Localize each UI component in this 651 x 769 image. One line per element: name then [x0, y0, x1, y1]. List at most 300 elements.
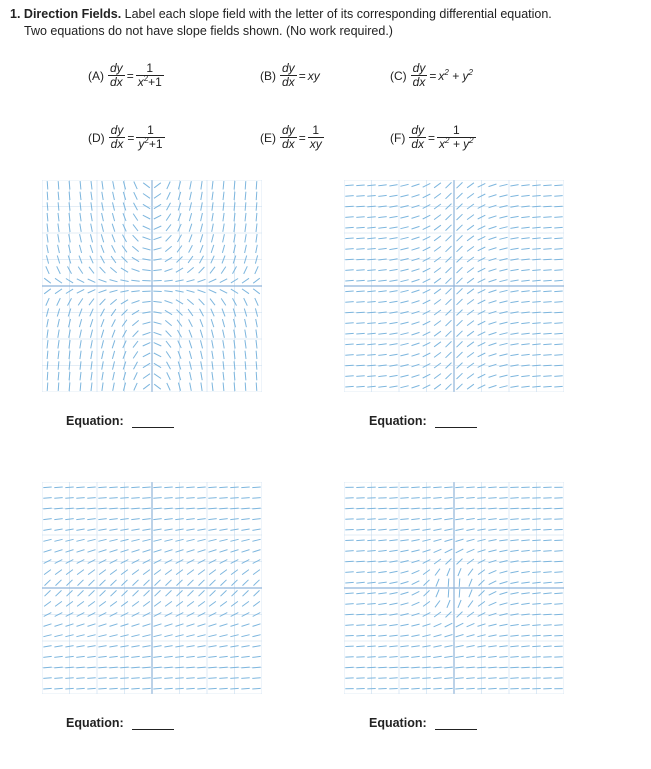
slope-segment [142, 529, 150, 530]
slope-segment [433, 688, 441, 689]
slope-segment [445, 635, 453, 637]
slope-segment [132, 301, 140, 304]
slope-segment [488, 550, 496, 552]
slope-segment [499, 354, 507, 356]
slope-segment [58, 224, 59, 232]
slope-segment [434, 539, 442, 541]
slope-segment [356, 270, 364, 271]
slope-segment [245, 224, 246, 232]
slope-segment [532, 540, 540, 541]
slope-segment [154, 215, 161, 219]
slope-segment [208, 498, 216, 499]
slope-segment [109, 539, 117, 541]
slope-segment [499, 322, 507, 324]
slope-segment [234, 224, 235, 232]
slope-segment [134, 383, 137, 391]
slope-segment [143, 248, 151, 250]
slope-segment [131, 688, 139, 689]
slope-segment [499, 269, 507, 271]
slope-segment [256, 340, 257, 348]
slope-segment [175, 529, 183, 530]
slope-segment [65, 646, 73, 647]
slope-segment [101, 245, 104, 253]
slope-segment [446, 267, 452, 273]
slope-segment [220, 624, 228, 627]
slope-segment [89, 267, 94, 274]
slope-segment [521, 344, 529, 345]
slope-segment [98, 529, 106, 530]
slope-segment [209, 290, 217, 293]
slope-segment [412, 343, 420, 346]
slope-segment [378, 561, 386, 562]
slope-segment [142, 646, 150, 647]
slope-segment [400, 354, 408, 356]
slope-segment [102, 213, 104, 221]
slope-segment [532, 519, 540, 520]
slope-segment [110, 267, 116, 272]
slope-segment [201, 383, 202, 391]
slope-segment [467, 236, 474, 241]
slope-segment [230, 656, 238, 657]
slope-segment [210, 299, 215, 306]
slope-segment [198, 601, 205, 606]
slope-segment [91, 202, 92, 210]
slope-segment [256, 361, 257, 369]
slope-segment [186, 539, 194, 541]
slope-segment [223, 383, 224, 391]
slope-segment [489, 581, 497, 585]
slope-segment [143, 624, 151, 627]
slope-segment [230, 646, 238, 647]
slope-segment [543, 365, 551, 366]
slope-segment [164, 519, 172, 520]
slope-segment [389, 354, 397, 355]
slope-segment [69, 202, 70, 210]
slope-segment [389, 571, 397, 573]
slope-segment [447, 600, 450, 608]
slope-segment [389, 540, 397, 541]
slope-segment [411, 646, 419, 647]
slope-segment [87, 688, 95, 689]
slope-segment [91, 213, 92, 221]
slope-segment [500, 571, 508, 573]
slope-segment [54, 646, 62, 647]
slope-segment [389, 238, 397, 239]
slope-segment [457, 373, 463, 379]
slope-segment [499, 550, 507, 552]
slope-segment [446, 373, 452, 379]
slope-segment [58, 234, 59, 242]
slope-segment [91, 234, 93, 242]
slope-segment [58, 213, 59, 221]
slope-segment [76, 688, 84, 689]
slope-segment [55, 624, 63, 627]
slope-segment [47, 340, 48, 348]
slope-segment [389, 678, 397, 679]
slope-segment [186, 519, 194, 520]
slope-segment [433, 487, 441, 488]
slope-segment [199, 590, 205, 596]
slope-segment [345, 582, 353, 583]
slope-segment [143, 384, 150, 389]
slope-segment [113, 372, 115, 380]
slope-segment [58, 319, 60, 327]
slope-segment [65, 487, 73, 488]
slope-segment [444, 656, 452, 657]
slope-segment [234, 351, 235, 359]
slope-segment [356, 206, 364, 207]
slope-segment [153, 646, 161, 647]
slope-segment [467, 549, 475, 552]
slope-segment [367, 270, 375, 271]
slope-segment [234, 361, 235, 369]
slope-segment [422, 688, 430, 689]
slope-segment [131, 678, 139, 679]
slope-segment [345, 593, 353, 594]
slope-segment [422, 487, 430, 488]
instruction-line-2: Two equations do not have slope fields shown. (No work required.) [24, 24, 393, 38]
slope-segment [367, 238, 375, 239]
slope-segment [164, 291, 172, 292]
equation-b: (B) $\frac{dy}{dx}$ = xy [260, 61, 320, 89]
slope-segment [220, 289, 227, 293]
slope-segment [44, 289, 51, 294]
answer-blank[interactable] [132, 717, 174, 730]
slope-segment [489, 248, 497, 251]
slope-segment [54, 635, 62, 637]
slope-segment [143, 353, 150, 357]
slope-segment [499, 301, 507, 303]
slope-segment [389, 333, 397, 334]
slope-segment [120, 529, 128, 530]
slope-segment [134, 192, 138, 200]
slope-segment [367, 582, 375, 583]
slope-segment [554, 270, 562, 271]
slope-segment [356, 614, 364, 615]
slope-segment [101, 234, 103, 242]
slope-segment [69, 340, 70, 348]
slope-segment [433, 678, 441, 679]
slope-segment [489, 195, 497, 198]
answer-label: Equation: [66, 716, 124, 730]
slope-segment [253, 570, 260, 575]
slope-segment [241, 656, 249, 657]
slope-segment [87, 635, 95, 637]
slope-segment [175, 487, 183, 488]
slope-segment [367, 657, 375, 658]
slope-segment [47, 224, 48, 232]
slope-segment [543, 344, 551, 345]
slope-segment [455, 688, 463, 689]
slope-segment [378, 248, 386, 249]
slope-segment [230, 688, 238, 689]
slope-segment [367, 227, 375, 228]
slope-segment [356, 344, 364, 345]
slope-segment [186, 656, 194, 657]
slope-segment [186, 646, 194, 647]
slope-segment [252, 688, 260, 689]
slope-segment [88, 279, 96, 282]
slope-segment [378, 376, 386, 377]
slope-segment [252, 635, 260, 637]
slope-segment [488, 635, 496, 637]
slope-segment [345, 196, 353, 197]
slope-segment [187, 550, 195, 553]
slope-segment [110, 570, 117, 575]
slope-segment [78, 590, 84, 596]
slope-segment [400, 667, 408, 668]
slope-segment [400, 322, 408, 324]
slope-segment [510, 248, 518, 249]
slope-segment [543, 604, 551, 605]
slope-segment [389, 206, 397, 207]
slope-segment [543, 376, 551, 377]
slope-segment [91, 192, 92, 200]
slope-segment [256, 383, 257, 391]
slope-segment [521, 217, 529, 218]
slope-segment [467, 225, 474, 230]
slope-segment [167, 192, 171, 200]
slope-segment [378, 657, 386, 658]
slope-segment [378, 259, 386, 260]
slope-segment [389, 529, 397, 530]
slope-segment [532, 386, 540, 387]
slope-segment [499, 519, 507, 520]
slope-segment [154, 601, 161, 606]
slope-segment [456, 635, 464, 637]
slope-segment [252, 656, 260, 657]
slope-segment [510, 540, 518, 541]
slope-segment [455, 656, 463, 657]
slope-segment [389, 657, 397, 658]
slope-segment [223, 361, 224, 369]
slope-segment [219, 678, 227, 679]
slope-segment [345, 365, 353, 366]
rhs: xy [307, 68, 320, 83]
slope-segment [167, 383, 170, 391]
slope-segment [112, 340, 115, 348]
slope-segment [367, 333, 375, 334]
slope-segment [446, 384, 452, 390]
slope-segment [434, 193, 441, 198]
slope-segment [345, 227, 353, 228]
slope-segment [111, 590, 117, 596]
slope-segment [186, 635, 194, 637]
slope-segment [543, 291, 551, 292]
slope-segment [378, 270, 386, 271]
slope-segment [154, 332, 162, 335]
slope-segment [220, 550, 228, 553]
slope-segment [80, 330, 82, 338]
slope-segment [434, 215, 441, 220]
slope-segment [488, 519, 496, 520]
slope-segment [164, 688, 172, 689]
slope-segment [256, 234, 257, 242]
slope-segment [543, 227, 551, 228]
slope-segment [58, 372, 59, 380]
instruction-line-1: Label each slope field with the letter of its corresponding differential equation. [124, 7, 552, 21]
slope-segment [133, 341, 138, 348]
slope-segment [467, 215, 474, 220]
slope-field-plot [42, 180, 262, 392]
slope-segment [521, 519, 529, 520]
slope-segment [89, 580, 95, 586]
slope-segment [356, 646, 364, 647]
slope-segment [499, 375, 507, 377]
slope-segment [412, 332, 420, 335]
slope-field-1 [42, 180, 262, 392]
slope-segment [554, 614, 562, 615]
slope-segment [154, 194, 161, 199]
slope-segment [197, 646, 205, 647]
slope-segment [47, 330, 48, 338]
slope-segment [143, 322, 151, 324]
slope-segment [457, 225, 463, 231]
slope-segment [87, 678, 95, 679]
slope-segment [521, 248, 529, 249]
slope-segment [367, 196, 375, 197]
slope-segment [91, 361, 92, 369]
slope-segment [446, 320, 452, 326]
slope-segment [102, 181, 103, 189]
question-title: Direction Fields. [23, 7, 122, 21]
slope-segment [521, 312, 529, 313]
slope-segment [510, 291, 518, 292]
slope-segment [411, 678, 419, 679]
slope-segment [532, 249, 540, 250]
answer-blank[interactable] [132, 415, 174, 428]
slope-segment [499, 635, 507, 636]
slope-segment [142, 498, 150, 499]
slope-segment [187, 624, 195, 627]
slope-segment [543, 540, 551, 541]
slope-segment [102, 351, 104, 359]
slope-segment [554, 333, 562, 334]
rhs: $x^2 + y^2$ [438, 67, 473, 83]
slope-segment [412, 322, 420, 325]
slope-segment [467, 352, 474, 357]
slope-segment [201, 224, 203, 232]
slope-segment [455, 667, 463, 668]
slope-segment [154, 550, 162, 553]
slope-segment [187, 267, 193, 272]
slope-segment [219, 529, 227, 530]
slope-segment [197, 656, 205, 657]
slope-segment [186, 678, 194, 679]
slope-segment [378, 227, 386, 228]
slope-segment [80, 383, 81, 391]
slope-segment [197, 539, 205, 541]
slope-segment [131, 280, 139, 281]
slope-segment [245, 351, 246, 359]
slope-segment [521, 333, 529, 334]
slope-segment [80, 192, 81, 200]
equation-label: (A) [88, 68, 104, 83]
slope-segment [401, 603, 409, 605]
slope-segment [489, 216, 497, 219]
slope-segment [499, 343, 507, 345]
slope-segment [69, 224, 70, 232]
slope-segment [457, 278, 463, 284]
slope-segment [400, 498, 408, 499]
slope-segment [389, 498, 397, 499]
slope-segment [411, 498, 419, 499]
slope-segment [44, 278, 51, 283]
answer-blank[interactable] [435, 415, 477, 428]
slope-segment [87, 519, 95, 520]
slope-segment [489, 290, 497, 293]
answer-blank[interactable] [435, 717, 477, 730]
slope-segment [55, 570, 62, 575]
slope-segment [47, 213, 48, 221]
slope-segment [131, 498, 139, 499]
slope-segment [554, 302, 562, 303]
slope-segment [378, 540, 386, 541]
slope-segment [554, 206, 562, 207]
slope-segment [378, 593, 386, 594]
slope-segment [113, 192, 115, 200]
slope-segment [389, 625, 397, 626]
slope-segment [543, 259, 551, 260]
slope-segment [510, 386, 518, 387]
slope-segment [510, 550, 518, 551]
slope-segment [467, 635, 475, 637]
slope-segment [252, 498, 260, 499]
slope-segment [554, 280, 562, 281]
slope-segment [199, 299, 205, 305]
slope-segment [378, 572, 386, 573]
slope-segment [389, 216, 397, 217]
slope-segment [211, 319, 214, 327]
slope-segment [241, 498, 249, 499]
slope-segment [112, 234, 115, 242]
slope-segment [200, 330, 202, 338]
slope-segment [554, 238, 562, 239]
slope-segment [436, 579, 439, 587]
slope-segment [367, 217, 375, 218]
slope-segment [58, 245, 60, 253]
slope-segment [112, 330, 115, 338]
slope-segment [200, 245, 203, 253]
slope-segment [521, 291, 529, 292]
slope-segment [131, 539, 139, 541]
slope-segment [457, 235, 463, 241]
slope-segment [245, 245, 247, 253]
slope-segment [46, 298, 49, 306]
slope-segment [422, 646, 430, 647]
slope-segment [154, 384, 161, 389]
slope-segment [455, 519, 463, 520]
slope-segment [223, 224, 224, 232]
slope-segment [401, 571, 409, 573]
slope-segment [554, 561, 562, 562]
slope-segment [208, 539, 216, 541]
slope-segment [142, 635, 150, 637]
slope-segment [477, 688, 485, 689]
slope-segment [446, 182, 452, 188]
slope-segment [499, 227, 507, 229]
slope-segment [197, 487, 205, 488]
slope-segment [69, 361, 70, 369]
slope-segment [245, 330, 246, 338]
slope-segment [165, 570, 172, 575]
slope-segment [554, 365, 562, 366]
slope-segment [110, 290, 118, 292]
slope-segment [434, 236, 441, 241]
slope-segment [102, 383, 103, 391]
slope-segment [411, 624, 419, 626]
slope-segment [412, 279, 420, 282]
